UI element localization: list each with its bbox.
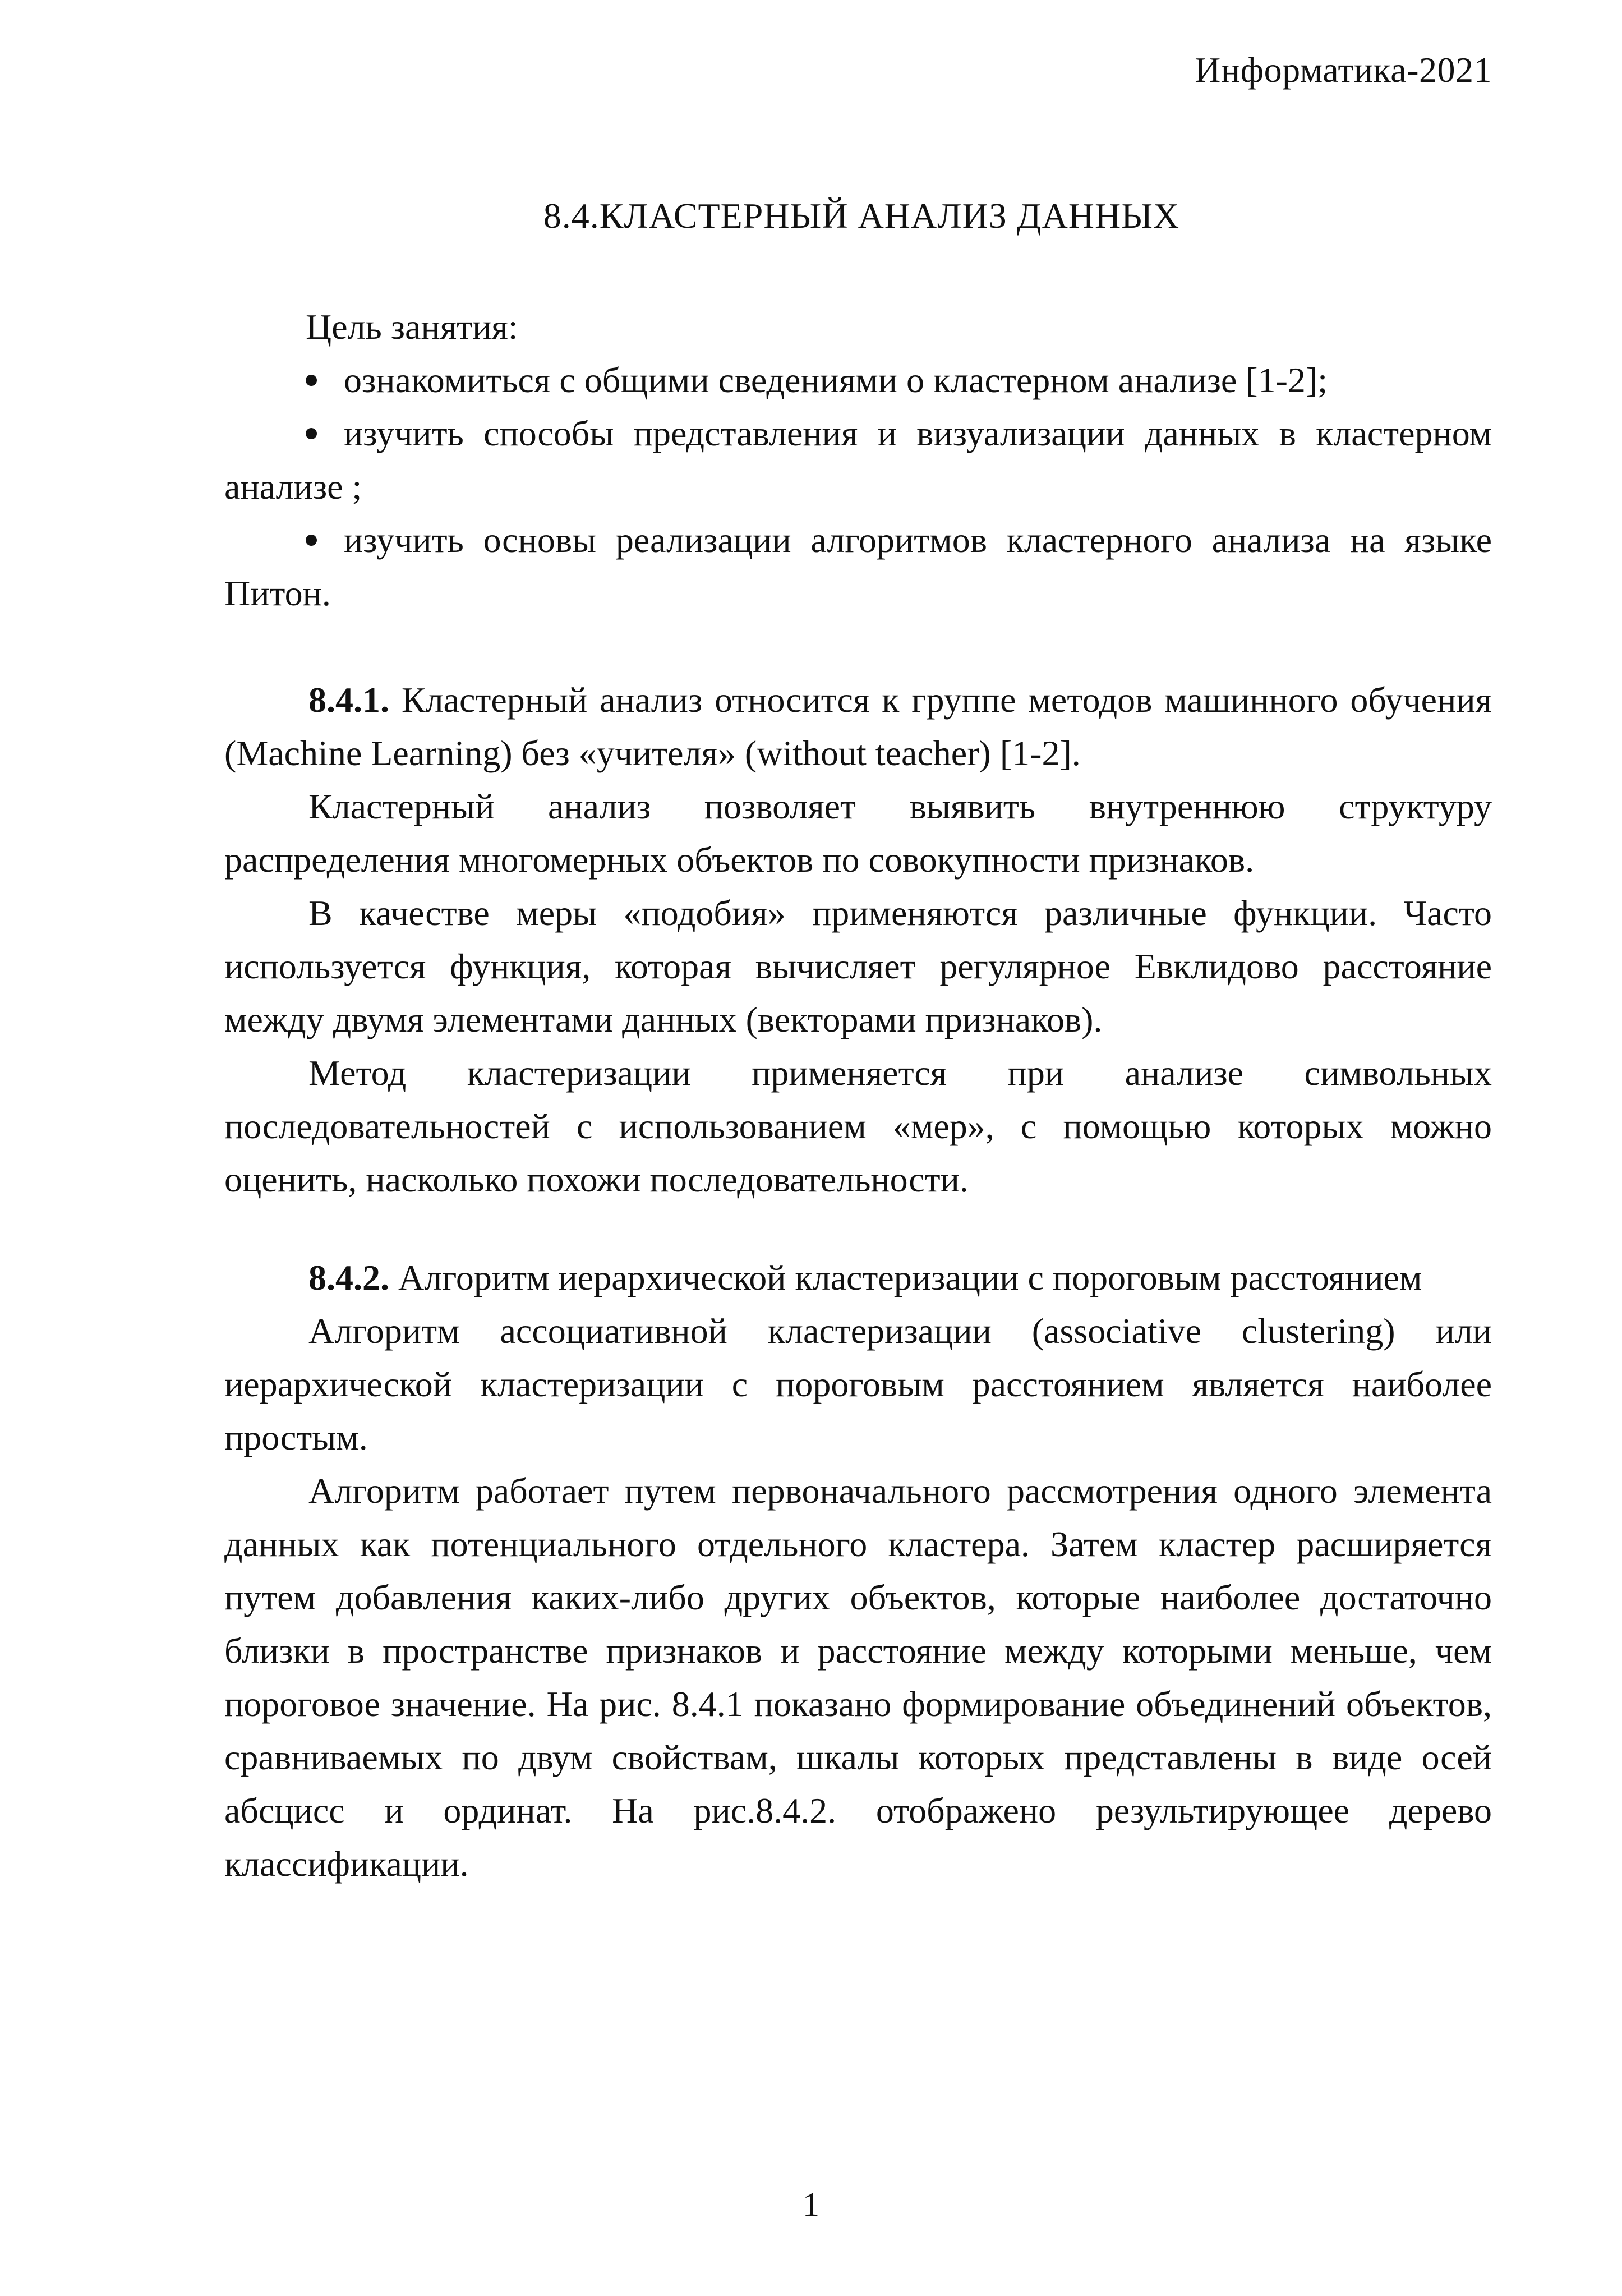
page-title: 8.4.КЛАСТЕРНЫЙ АНАЛИЗ ДАННЫХ <box>543 196 1180 236</box>
bullet-icon <box>306 428 317 439</box>
goal-item: ознакомиться с общими сведениями о кластерном анализе [1-2]; <box>224 353 1492 407</box>
section-paragraph: Метод кластеризации применяется при анализе символьных последовательностей с использованием «мер», с помощью которых можно оценить, насколько похожи последовательности. <box>224 1053 1492 1199</box>
bullet-icon <box>306 535 317 546</box>
page-number: 1 <box>803 2186 819 2223</box>
section-number: 8.4.1. <box>308 680 389 720</box>
section-number: 8.4.2. <box>308 1258 389 1297</box>
bullet-icon <box>306 375 317 386</box>
goal-item: изучить основы реализации алгоритмов кластерного анализа на языке Питон. <box>224 520 1492 613</box>
section-8-4-2 <box>224 1251 1492 1890</box>
section-heading: 8.4.2. Алгоритм иерархической кластеризации с пороговым расстоянием <box>308 1258 1422 1297</box>
section-paragraph: Алгоритм работает путем первоначального рассмотрения одного элемента данных как потенциального отдельного кластера. Затем кластер расширяется путем добавления каких-либо других объектов, которые наиболее достаточно близки в пространстве признаков и расстояние между которыми меньше, чем пороговое значение. На рис. 8.4.1 показано формирование объединений объектов, сравниваемых по двум свойствам, шкалы которых представлены в виде осей абсцисс и ординат. На рис.8.4.2. отображено результирующее дерево классификации. <box>224 1471 1492 1884</box>
running-header: Информатика-2021 <box>1195 50 1492 90</box>
section-paragraph: 8.4.1. Кластерный анализ относится к группе методов машинного обучения (Machine Learning) без «учителя» (without teacher) [1-2]. <box>224 680 1492 773</box>
section-paragraph: Кластерный анализ позволяет выявить внутреннюю структуру распределения многомерных объектов по совокупности признаков. <box>224 786 1492 880</box>
goal-label: Цель занятия: <box>306 307 518 347</box>
goal-list <box>224 353 1492 620</box>
section-8-4-1 <box>224 673 1492 1206</box>
section-paragraph: Алгоритм ассоциативной кластеризации (associative clustering) или иерархической кластеризации с пороговым расстоянием является наиболее простым. <box>224 1311 1492 1457</box>
goal-item: изучить способы представления и визуализации данных в кластерном анализе ; <box>224 413 1492 507</box>
section-paragraph: В качестве меры «подобия» применяются различные функции. Часто используется функция, которая вычисляет регулярное Евклидово расстояние между двумя элементами данных (векторами признаков). <box>224 893 1492 1039</box>
